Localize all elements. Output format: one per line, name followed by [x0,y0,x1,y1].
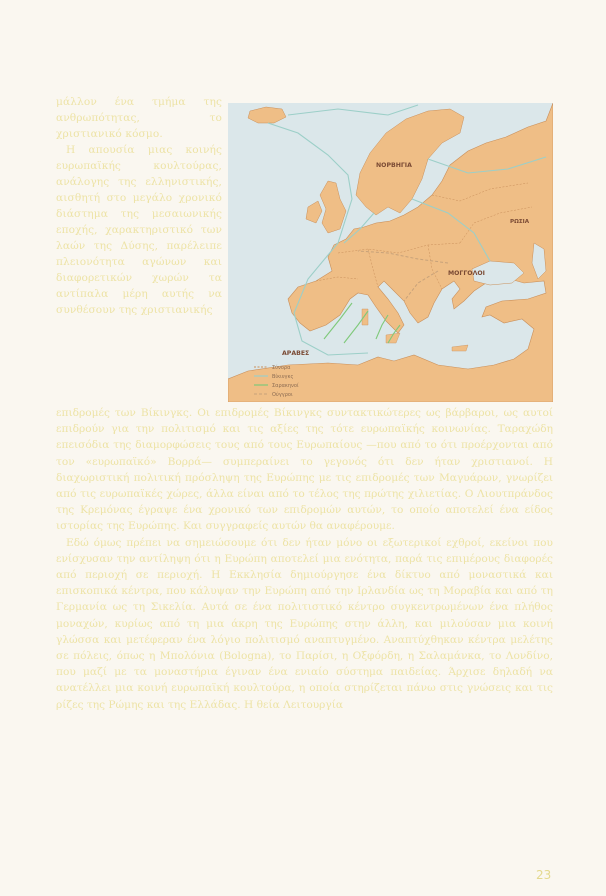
side-column-text [56,94,222,318]
legend-label-borders: Σύνορα [272,365,291,371]
map-label-mongols: ΜΟΓΓΟΛΟΙ [448,270,485,277]
map-label-russia: ΡΩΣΙΑ [510,219,530,225]
legend-label-vikings: Βίκινγκς [272,374,294,380]
map-label-norway: ΝΟΡΒΗΓΙΑ [376,162,412,169]
europe-map [228,103,553,402]
page-number: 23 [536,868,552,882]
legend-label-saracens: Σαρακηνοί [272,383,299,389]
legend-label-magyars: Ούγγροι [272,392,293,398]
main-body-text [56,405,553,713]
map-label-arabs: ΑΡΑΒΕΣ [282,350,310,357]
side-paragraph-2: Η απουσία μιας κοινής ευρωπαϊκής κουλτούρας, ανάλογης της ελληνιστικής, αισθητή στο μεγάλο χρονικό διάστημα της μεσαιωνικής εποχής, χαρακτηριστικό των λαών της Δύσης, παρέλειπε πλειονότητα αγώνων και διαφορετικών χωρών τα αντίπαλα μέρη αυτής να συνθέσουν της χριστιανικής [56,144,222,316]
body-paragraph-2: Εδώ όμως πρέπει να σημειώσουμε ότι δεν ήταν μόνο οι εξωτερικοί εχθροί, εκείνοι που ενίσχυσαν την αντίληψη ότι η Ευρώπη αποτελεί μια ενότητα, παρά τις επιμέρους διαφορές από περιοχή σε περιοχή. Η Εκκλησία δημιούργησε ένα δίκτυο από μοναστικά και επισκοπικά κέντρα, που κάλυψαν την Ευρώπη από την Ιρλανδία ως τη Μοραβία και από τη Γερμανία ως τη Σικελία. Αυτά σε ένα πολιτιστικό κέντρο συγκεντρωμένων ένα πλήθος μοναχών, κυρίως από τη μια άκρη της Ευρώπης στην άλλη, και μιλούσαν μια κοινή γλώσσα και μετέφεραν ένα λόγιο πολιτισμό αναπτυγμένο. Αναπτύχθηκαν κέντρα μελέτης σε πόλεις, όπως η Μπολόνια (Bologna), το Παρίσι, η Οξφόρδη, η Σαλαμάνκα, το Λονδίνο, που μαζί με τα μοναστήρια έγιναν ένα ενιαίο σύστημα παιδείας. Άρχισε δηλαδή να ανατέλλει μια κοινή ευρωπαϊκή κουλτούρα, η οποία στηρίζεται πάνω στις γνώσεις και τις ρίζες της Ρώμης και της Ελλάδας. Η θεία Λειτουργία [56,536,553,711]
body-paragraph-1: επιδρομές των Βίκινγκς. Οι επιδρομές Βίκινγκς συντακτικώτερες ως βάρβαροι, ως αυτοί επιδρούν για την πολιτισμό και τις αξίες της τότε ευρωπαϊκής κοινωνίας. Ταραχώδη επεισόδια της διαμορφώσεις τους από τους Ευρωπαίους —που από το ότι προέρχονται από τον «ευρωπαϊκό» Βορρά— συμπεραίνει το γεγονός ότι δεν ήταν χριστιανοί. Η διαχωριστική πολιτική πρόσληψη της Ευρώπης με τις επιδρομές των Μαγυάρων, γνωρίζει από τις ευρωπαϊκές χώρες, άλλα είναι από το τέλος της πρώτης χιλιετίας. Ο Λιουτπράνδος της Κρεμόνας έγραψε ένα χρονικό των επιδρομών αυτών, το οποίο αποτελεί ένα είδος ιστορίας της Ευρώπης. Και συγγραφείς αυτών θα αναφέρουμε. [56,407,553,533]
side-paragraph-1: μάλλον ένα τμήμα της ανθρωπότητας, το χριστιανικό κόσμο. [56,96,222,140]
